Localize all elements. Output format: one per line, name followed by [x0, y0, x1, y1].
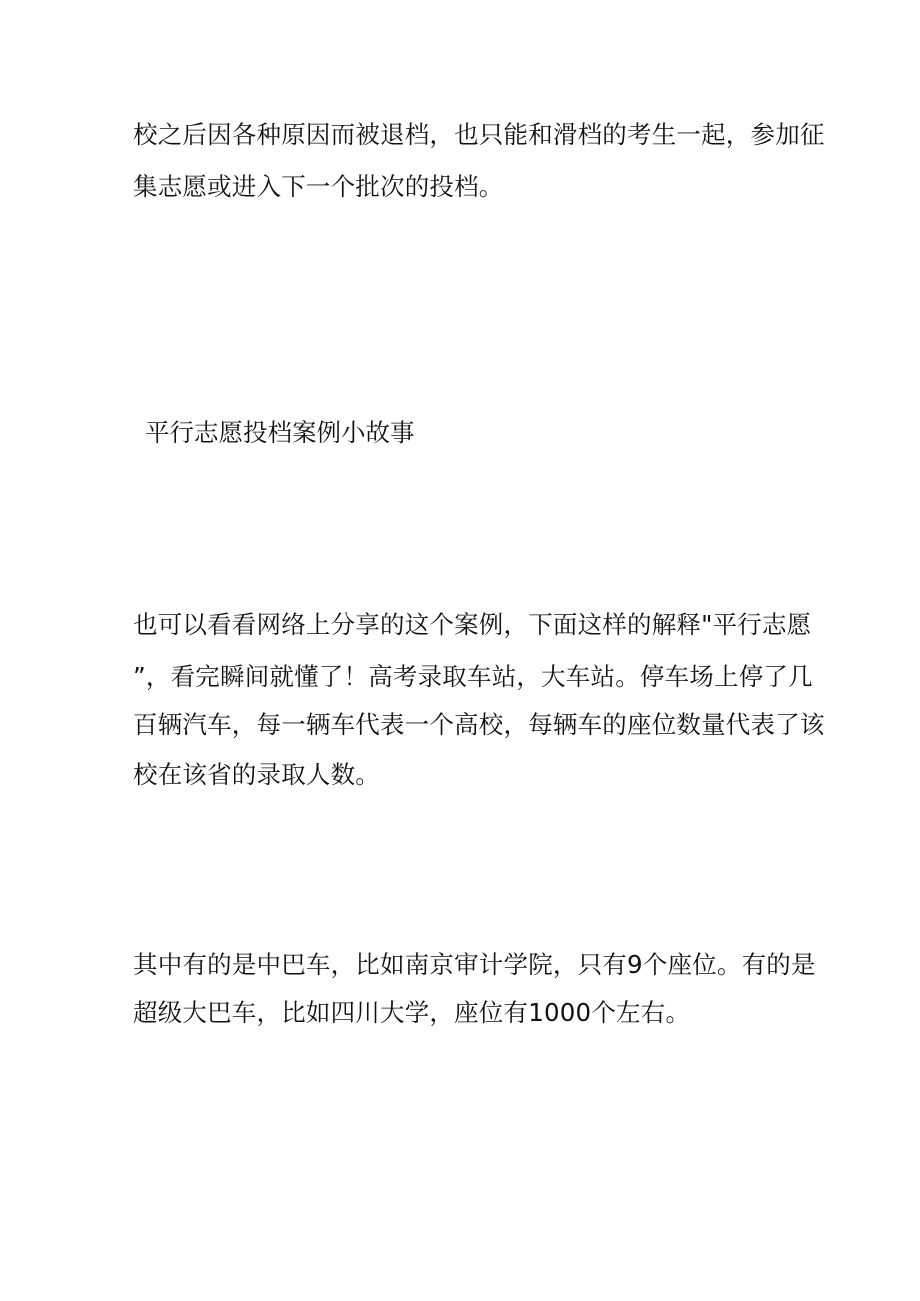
- paragraph-2-line-3: 百辆汽车，每一辆车代表一个高校，每辆车的座位数量代表了该: [133, 710, 825, 739]
- paragraph-1-line-2: 集志愿或进入下一个批次的投档。: [133, 172, 504, 201]
- paragraph-3-line-2: 超级大巴车，比如四川大学，座位有1000个左右。: [133, 998, 691, 1027]
- paragraph-2-line-4: 校在该省的录取人数。: [133, 760, 380, 789]
- section-heading: 平行志愿投档案例小故事: [145, 418, 415, 447]
- paragraph-1-line-1: 校之后因各种原因而被退档，也只能和滑档的考生一起，参加征: [133, 120, 825, 149]
- paragraph-2-line-2: ”，看完瞬间就懂了！高考录取车站，大车站。停车场上停了几: [133, 662, 813, 691]
- paragraph-2-line-1: 也可以看看网络上分享的这个案例，下面这样的解释"平行志愿: [133, 610, 812, 639]
- paragraph-3-line-1: 其中有的是中巴车，比如南京审计学院，只有9个座位。有的是: [133, 950, 816, 979]
